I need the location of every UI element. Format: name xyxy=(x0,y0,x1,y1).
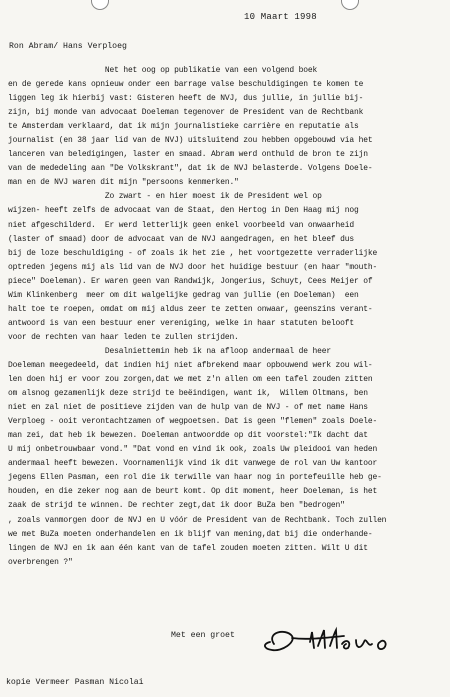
letter-line: en de gerede kans opnieuw onder een barrage valse beschuldigingen te komen te xyxy=(8,80,364,90)
punch-hole-right xyxy=(341,0,359,10)
letter-date: 10 Maart 1998 xyxy=(244,12,317,22)
letter-line: wijzen- heeft zelfs de advocaat van de Staat, den Hertog in Den Haag mij nog xyxy=(8,206,359,216)
letter-line: niet afgeschilderd. Er werd letterlijk geen enkel voorbeeld van onwaarheid xyxy=(8,220,354,230)
letter-line: man zei, dat heb ik bewezen. Doeleman antwoordde op dit voorstel:"Ik dacht dat xyxy=(8,431,368,441)
letter-closing: Met een groet xyxy=(171,631,235,640)
letter-line: houden, en die zeker nog aan de beurt komt. Op dit moment, heer Doeleman, is het xyxy=(8,487,378,497)
letter-line: zijn, bij monde van advocaat Doeleman tegenover de President van de Rechtbank xyxy=(8,108,364,118)
letter-line: zaak de strijd te winnen. De rechter zegt,dat ik door BuZa ben "bedrogen" xyxy=(8,501,345,511)
letter-line: antwoord is van een bestuur ener vereniging, welke in haar statuten belooft xyxy=(8,318,354,328)
letter-line: len doen hij er voor zou zorgen,dat we met z'n allen om een tafel zouden zitten xyxy=(8,375,373,385)
letter-line: Desalniettemin heb ik na afloop andermaal de heer xyxy=(8,346,331,356)
letter-line: bij de loze beschuldiging - of zoals ik het zie , het voortgezette verraderlijke xyxy=(8,248,378,258)
letter-line: jegens Ellen Pasman, een rol die ik terwille van haar nog in portefeuille heb ge- xyxy=(8,473,382,483)
letter-line: halt toe te roepen, omdat om mij aldus zeer te zetten onwaar, geenszins verant- xyxy=(8,304,373,314)
letter-addressee: Ron Abram/ Hans Verploeg xyxy=(9,42,127,51)
letter-line: man en de NVJ waren dit mijn "persoons kenmerken." xyxy=(8,178,239,188)
letter-body xyxy=(8,64,444,570)
letter-line: lingen de NVJ en ik aan één kant van de tafel zouden moeten zitten. Wilt U dit xyxy=(8,543,368,553)
copy-recipients: kopie Vermeer Pasman Nicolai xyxy=(6,678,144,687)
letter-line: Doeleman meegedeeld, dat indien hij niet afbrekend maar opbouwend werk zou wil- xyxy=(8,360,373,370)
letter-line: Verploeg - ooit verontachtzamen of wegpoetsen. Dat is geen "flemen" zoals Doele- xyxy=(8,417,378,427)
letter-line: liggen leg ik hierbij vast: Gisteren heeft de NVJ, dus jullie, in jullie bij- xyxy=(8,94,364,104)
letter-line: (laster of smaad) door de advocaat van de NVJ aangedragen, en het bleef dus xyxy=(8,234,354,244)
punch-hole-left xyxy=(91,0,109,10)
letter-line: Wim Klinkenberg meer om dit walgelijke gedrag van jullie (en Doeleman) een xyxy=(8,290,359,300)
letter-line: Zo zwart - en hier moest ik de President wel op xyxy=(8,192,322,202)
letter-line: optreden jegens mij als lid van de NVJ door het huidige bestuur (en haar "mouth- xyxy=(8,262,378,272)
letter-line: we met BuZa moeten onderhandelen en ik blijf van mening,dat bij die onderhande- xyxy=(8,529,373,539)
letter-line: piece" Doeleman). Er waren geen van Randwijk, Jongerius, Schuyt, Cees Meijer of xyxy=(8,276,373,286)
letter-line: om alsnog gezamenlijk deze strijd te beëindigen, want ik, Willem Oltmans, ben xyxy=(8,389,368,399)
letter-line: , zoals vanmorgen door de NVJ en U vóór de President van de Rechtbank. Toch zullen xyxy=(8,515,387,525)
letter-line: U mij onbetrouwbaar vond." "Dat vond en vind ik ook, zoals Uw pleidooi van heden xyxy=(8,445,378,455)
letter-line: Net het oog op publikatie van een volgend boek xyxy=(8,66,318,75)
letter-line: van de mededeling aan "De Volkskrant", dat ik de NVJ belasterde. Volgens Doele- xyxy=(8,164,373,174)
handwritten-signature xyxy=(252,622,402,660)
letter-line: niet en zal niet de positieve zijden van de hulp van de NVJ - of met name Hans xyxy=(8,403,368,413)
letter-line: voor de rechten van haar leden te zullen strijden. xyxy=(8,332,239,342)
letter-line: lanceren van beledigingen, laster en smaad. Abram werd onthuld de bron te zijn xyxy=(8,150,368,160)
letter-line: andermaal heeft bewezen. Voornamenlijk vind ik dit vanwege de rol van Uw kantoor xyxy=(8,459,378,469)
letter-line: te Amsterdam verklaard, dat ik mijn journalistieke carrière en reputatie als xyxy=(8,122,359,132)
letter-line: overbrengen ?" xyxy=(8,557,73,567)
letter-line: journalist (en 38 jaar lid van de NVJ) uitsluitend zou hebben opgebouwd via het xyxy=(8,136,373,146)
